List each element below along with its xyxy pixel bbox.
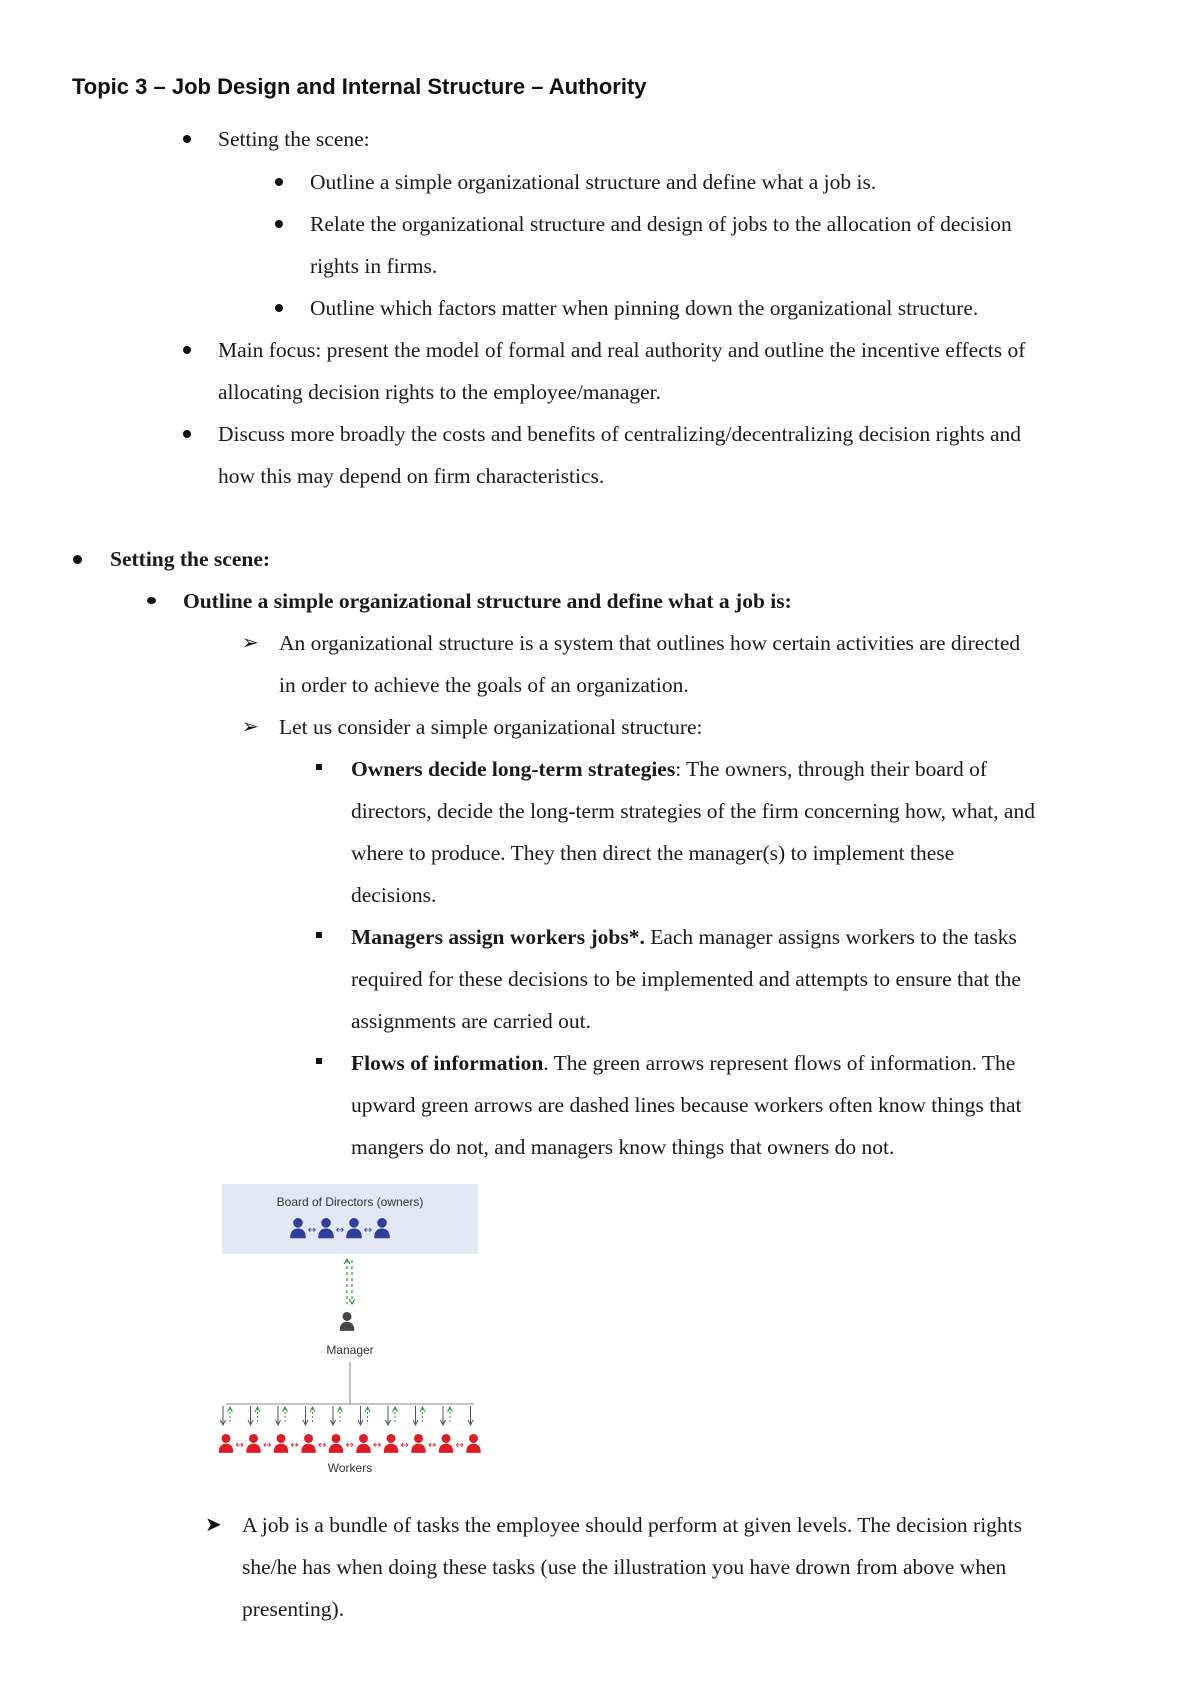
bullet bbox=[183, 430, 191, 438]
link-arrow-icon: ↔ bbox=[363, 1225, 373, 1236]
square-bullet bbox=[316, 932, 322, 938]
link-arrow-icon: ↔ bbox=[373, 1440, 382, 1451]
definition-text-cont: in order to achieve the goals of an organization. bbox=[279, 673, 689, 697]
arrow-bullet-icon: ➤ bbox=[205, 1512, 222, 1536]
workers-group bbox=[219, 1434, 481, 1453]
overview-item: Outline which factors matter when pinning down the organizational structure. bbox=[310, 296, 979, 320]
owners-bold: Owners decide long-term strategies bbox=[351, 757, 676, 781]
job-definition-cont: she/he has when doing these tasks (use the illustration you have drown from above when bbox=[242, 1555, 1007, 1579]
manager-group bbox=[340, 1312, 355, 1331]
bullet bbox=[275, 178, 283, 186]
person-icon bbox=[442, 1434, 451, 1443]
link-arrow-icon: ↔ bbox=[318, 1440, 327, 1451]
page-title: Topic 3 – Job Design and Internal Structure – Authority bbox=[72, 74, 647, 99]
person-body-icon bbox=[439, 1444, 454, 1453]
person-body-icon bbox=[340, 1322, 355, 1331]
link-arrow-icon: ↔ bbox=[307, 1225, 317, 1236]
overview-setting-scene: Setting the scene: bbox=[218, 127, 370, 151]
person-icon bbox=[377, 1218, 387, 1228]
person-icon bbox=[293, 1218, 303, 1228]
managers-text: Each manager assigns workers to the tasks bbox=[644, 925, 1017, 949]
org-chart-svg bbox=[204, 1180, 482, 1480]
overview-item: Outline a simple organizational structure and define what a job is. bbox=[310, 170, 877, 194]
bullet bbox=[275, 220, 283, 228]
info-arrowhead bbox=[349, 1299, 355, 1304]
square-bullet bbox=[316, 764, 322, 770]
person-icon bbox=[343, 1312, 352, 1321]
link-arrow-icon: ↔ bbox=[400, 1440, 409, 1451]
owners-text: where to produce. They then direct the manager(s) to implement these bbox=[351, 841, 955, 865]
person-icon bbox=[414, 1434, 423, 1443]
link-arrow-icon: ↔ bbox=[455, 1440, 464, 1451]
person-icon bbox=[222, 1434, 231, 1443]
person-body-icon bbox=[329, 1444, 344, 1453]
flows-text: upward green arrows are dashed lines because workers often know things that bbox=[351, 1093, 1022, 1117]
manager-label: Manager bbox=[326, 1343, 374, 1357]
arrow-bullet-icon: ➢ bbox=[242, 630, 259, 654]
definition-text: An organizational structure is a system that outlines how certain activities are directed bbox=[279, 631, 1021, 655]
section-heading: Setting the scene: bbox=[110, 547, 271, 571]
org-chart-figure bbox=[204, 1180, 482, 1480]
managers-text: required for these decisions to be implemented and attempts to ensure that the bbox=[351, 967, 1021, 991]
arrow-bullet-icon: ➢ bbox=[242, 714, 259, 738]
overview-discuss-cont: how this may depend on firm characteristics. bbox=[218, 464, 605, 488]
consider-text: Let us consider a simple organizational structure: bbox=[279, 715, 703, 739]
section-subheading: Outline a simple organizational structure and define what a job is: bbox=[183, 589, 792, 613]
person-body-icon bbox=[274, 1444, 289, 1453]
person-icon bbox=[349, 1218, 359, 1228]
person-icon bbox=[359, 1434, 368, 1443]
square-bullet bbox=[316, 1058, 322, 1064]
owners-text: directors, decide the long-term strategies of the firm concerning how, what, and bbox=[351, 799, 1035, 823]
person-body-icon bbox=[411, 1444, 426, 1453]
link-arrow-icon: ↔ bbox=[235, 1440, 244, 1451]
bullet bbox=[73, 555, 82, 564]
bullet bbox=[275, 304, 283, 312]
owners-text: : The owners, through their board of bbox=[675, 757, 988, 781]
workers-label: Workers bbox=[327, 1461, 373, 1475]
overview-main-focus: Main focus: present the model of formal and real authority and outline the incentive effects of bbox=[218, 338, 1026, 362]
flows-text: . The green arrows represent flows of information. The bbox=[543, 1051, 1016, 1075]
link-arrow-icon: ↔ bbox=[335, 1225, 345, 1236]
person-icon bbox=[277, 1434, 286, 1443]
person-body-icon bbox=[246, 1444, 261, 1453]
person-icon bbox=[304, 1434, 313, 1443]
job-definition-cont: presenting). bbox=[242, 1597, 345, 1621]
person-icon bbox=[249, 1434, 258, 1443]
board-label: Board of Directors (owners) bbox=[276, 1195, 424, 1209]
person-icon bbox=[332, 1434, 341, 1443]
job-definition: A job is a bundle of tasks the employee should perform at given levels. The decision rights bbox=[242, 1513, 1023, 1537]
person-icon bbox=[469, 1434, 478, 1443]
link-arrow-icon: ↔ bbox=[345, 1440, 354, 1451]
person-body-icon bbox=[301, 1444, 316, 1453]
link-arrow-icon: ↔ bbox=[428, 1440, 437, 1451]
workers-arrows bbox=[221, 1406, 474, 1425]
owners-text: decisions. bbox=[351, 883, 437, 907]
flows-bold: Flows of information bbox=[351, 1051, 544, 1075]
flows-paragraph bbox=[351, 1049, 1015, 1077]
link-arrow-icon: ↔ bbox=[263, 1440, 272, 1451]
person-body-icon bbox=[384, 1444, 399, 1453]
flows-text: mangers do not, and managers know things that owners do not. bbox=[351, 1135, 895, 1159]
overview-item-cont: rights in firms. bbox=[310, 254, 438, 278]
managers-text: assignments are carried out. bbox=[351, 1009, 591, 1033]
overview-main-focus-cont: allocating decision rights to the employee/manager. bbox=[218, 380, 662, 404]
owners-paragraph bbox=[351, 755, 987, 783]
person-icon bbox=[321, 1218, 331, 1228]
bullet bbox=[147, 597, 156, 604]
overview-discuss: Discuss more broadly the costs and benefits of centralizing/decentralizing decision rights and bbox=[218, 422, 1022, 446]
managers-paragraph bbox=[351, 923, 1017, 951]
bullet bbox=[183, 346, 191, 354]
person-body-icon bbox=[356, 1444, 371, 1453]
person-body-icon bbox=[219, 1444, 234, 1453]
link-arrow-icon: ↔ bbox=[290, 1440, 299, 1451]
managers-bold: Managers assign workers jobs*. bbox=[351, 925, 645, 949]
bullet bbox=[183, 135, 191, 143]
person-icon bbox=[387, 1434, 396, 1443]
overview-item: Relate the organizational structure and design of jobs to the allocation of decision bbox=[310, 212, 1012, 236]
person-body-icon bbox=[466, 1444, 481, 1453]
